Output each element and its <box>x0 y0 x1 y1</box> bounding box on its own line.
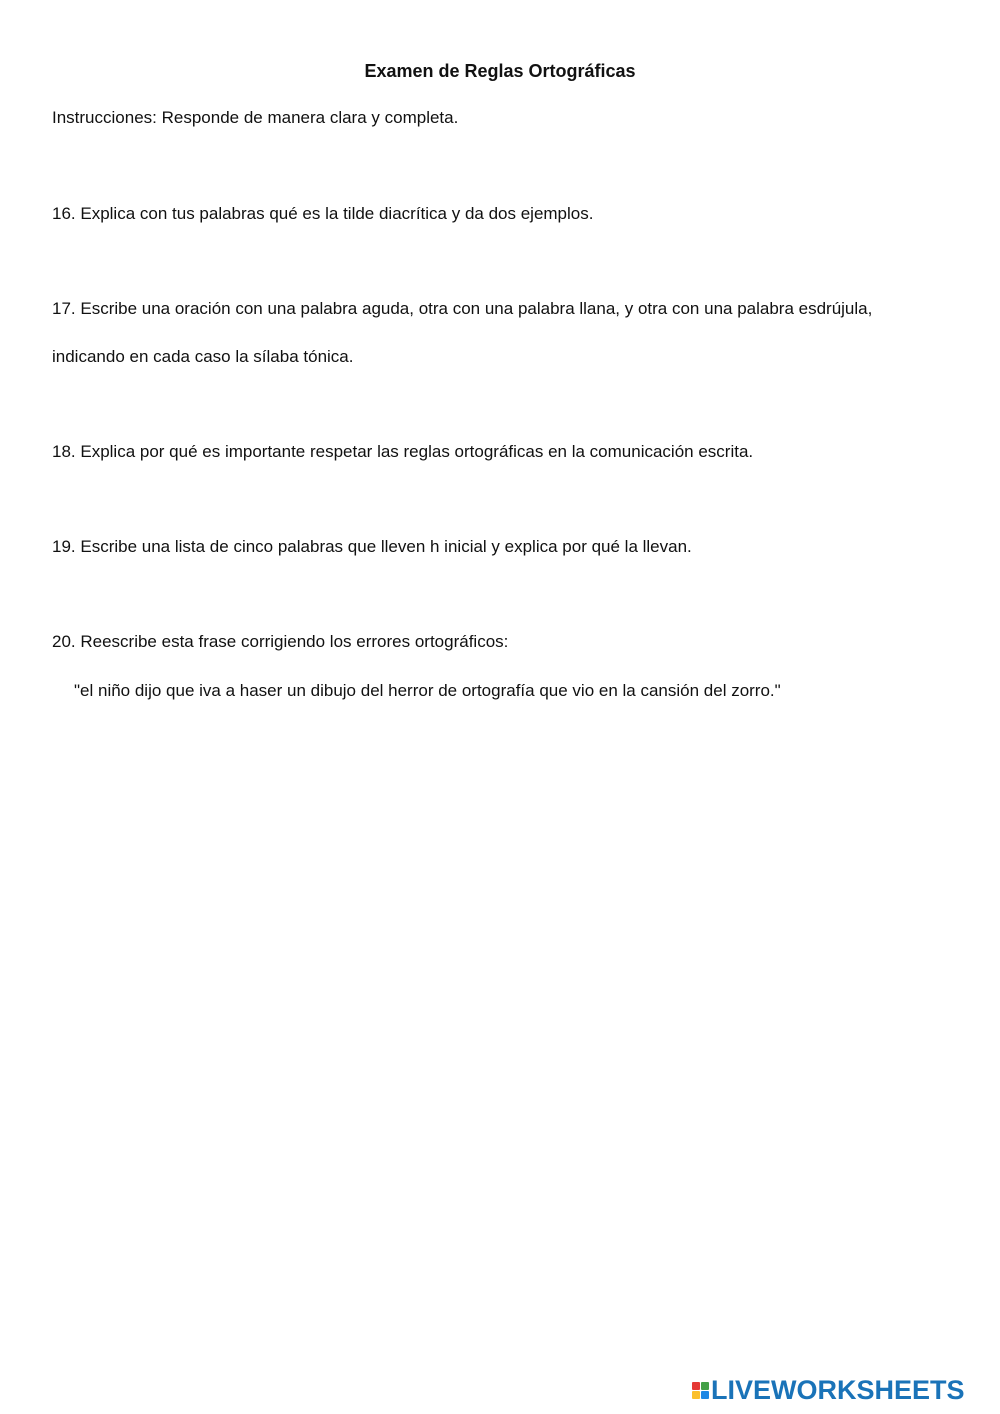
question-17-line-1: 17. Escribe una oración con una palabra aguda, otra con una palabra llana, y otra con una palabra esdrújula, <box>52 299 873 318</box>
liveworksheets-logo <box>692 1375 965 1405</box>
exam-title: Examen de Reglas Ortográficas <box>364 61 636 81</box>
question-20: 20. Reescribe esta frase corrigiendo los errores ortográficos: <box>52 632 509 651</box>
logo-block-blue <box>701 1391 709 1399</box>
logo-block-green <box>701 1382 709 1390</box>
logo-block-yellow <box>692 1391 700 1399</box>
logo-blocks-icon <box>692 1382 709 1399</box>
instructions-text: Instrucciones: Responde de manera clara y completa. <box>52 108 459 127</box>
question-19: 19. Escribe una lista de cinco palabras que lleven h inicial y explica por qué la llevan. <box>52 537 692 556</box>
logo-text: LIVEWORKSHEETS <box>711 1375 965 1405</box>
logo-block-red <box>692 1382 700 1390</box>
question-17-line-2: indicando en cada caso la sílaba tónica. <box>52 347 354 366</box>
question-16: 16. Explica con tus palabras qué es la tilde diacrítica y da dos ejemplos. <box>52 204 594 223</box>
question-18: 18. Explica por qué es importante respetar las reglas ortográficas en la comunicación escrita. <box>52 442 754 461</box>
question-20-quote: "el niño dijo que iva a haser un dibujo del herror de ortografía que vio en la cansión del zorro." <box>74 681 781 700</box>
